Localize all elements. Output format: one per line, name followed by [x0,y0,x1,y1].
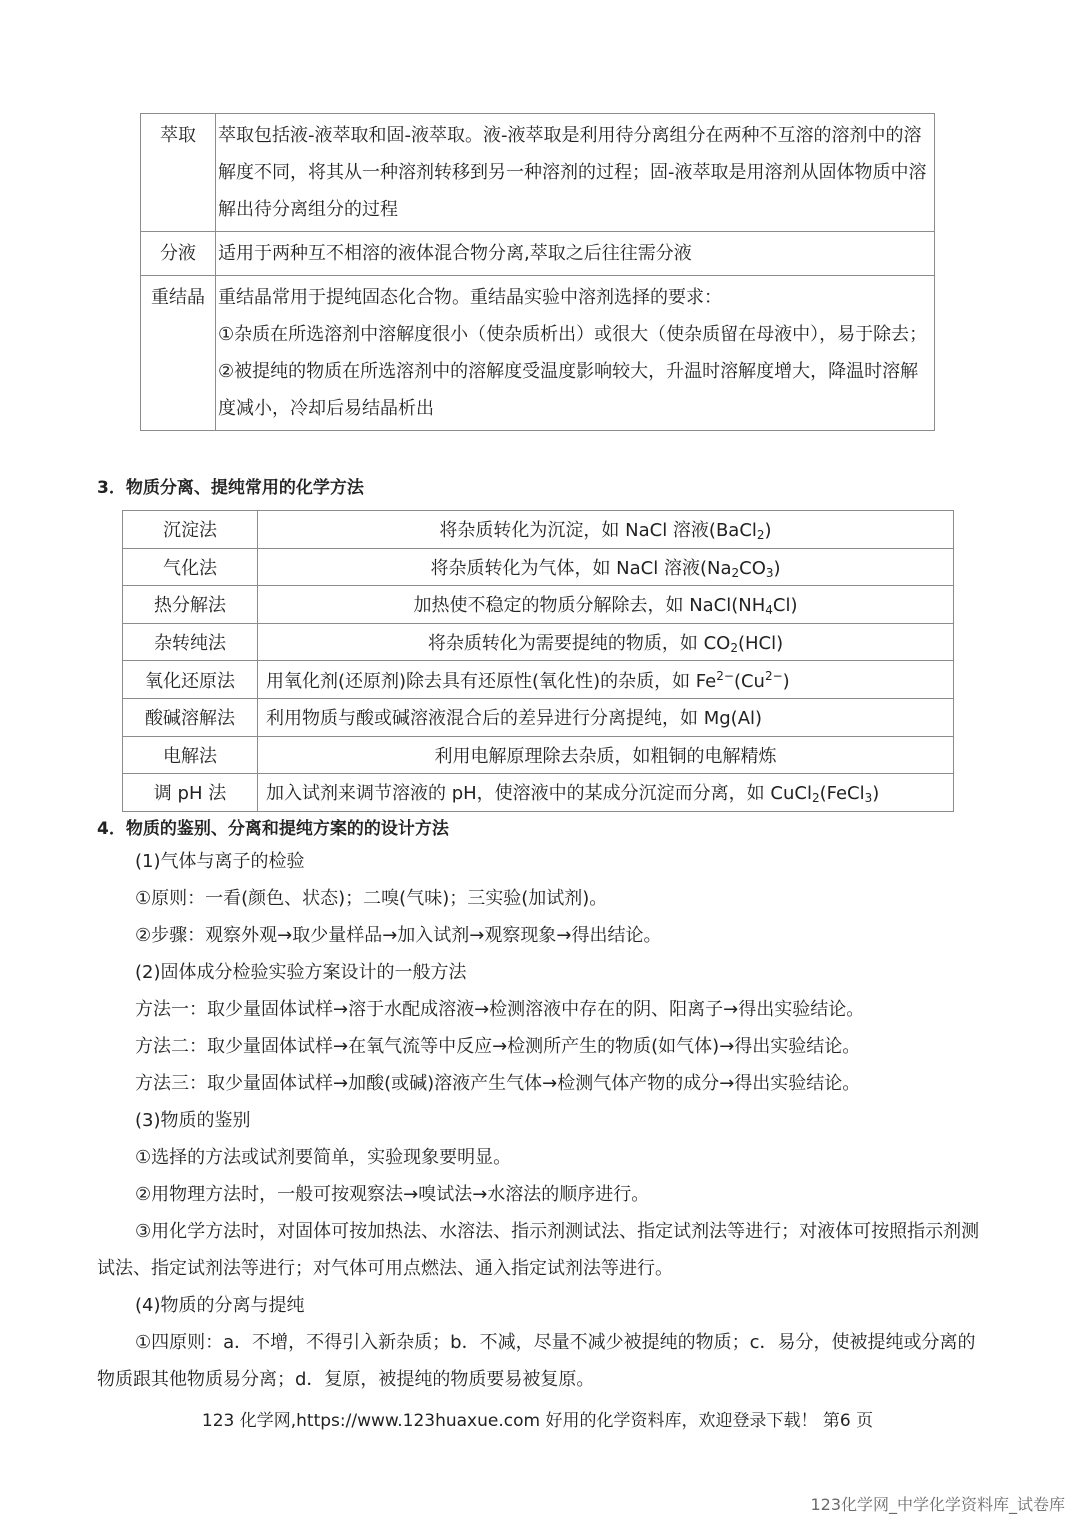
table-row [123,511,954,549]
body-text [97,843,982,1398]
method-name: 重结晶 [141,276,216,431]
table-row [123,698,954,736]
method-desc: 将杂质转化为需要提纯的物质，如 $CO_2(HCl)$ [258,623,954,661]
method-name: 氧化还原法 [123,661,258,699]
method-name: 酸碱溶解法 [123,698,258,736]
method-name: 电解法 [123,736,258,774]
method-name: 分液 [141,232,216,276]
method-desc: 加入试剂来调节溶液的 pH，使溶液中的某成分沉淀而分离，如 CuCl$_2$(FeCl$_3$) [258,774,954,812]
table-row [141,232,935,276]
table-row [123,736,954,774]
method-desc: 用氧化剂(还原剂)除去具有还原性(氧化性)的杂质，如 $Fe^{2-}(Cu^{2-})$ [258,661,954,699]
method-desc: 重结晶常用于提纯固态化合物。重结晶实验中溶剂选择的要求： ①杂质在所选溶剂中溶解度很小（使杂质析出）或很大（使杂质留在母液中），易于除去； ②被提纯的物质在所选溶剂中的溶解度受温度影响较大，升温时溶解度增大，降温时溶解度减小，冷却后易结晶析出 [216,276,935,431]
paragraph: (3)物质的鉴别 [135,1110,251,1131]
method-name: 调 pH 法 [123,774,258,812]
paragraph: 方法二：取少量固体试样→在氧气流等中反应→检测所产生的物质(如气体)→得出实验结论。 [135,1036,861,1057]
paragraph: ③用化学方法时，对固体可按加热法、水溶法、指示剂测试法、指定试剂法等进行；对液体可按照指示剂测试法、指定试剂法等进行；对气体可用点燃法、通入指定试剂法等进行。 [97,1221,980,1279]
table-row [141,114,935,232]
method-desc: 适用于两种互不相溶的液体混合物分离,萃取之后往往需分液 [216,232,935,276]
method-desc: 将杂质转化为气体，如 NaCl 溶液$(Na_2CO_3)$ [258,548,954,586]
method-desc: 加热使不稳定的物质分解除去，如 $NaCl(NH_4Cl)$ [258,586,954,624]
method-desc: 将杂质转化为沉淀，如 NaCl 溶液(BaCl$_2$) [258,511,954,549]
method-name: 萃取 [141,114,216,232]
paragraph: ①选择的方法或试剂要简单，实验现象要明显。 [135,1147,512,1168]
table-row [123,661,954,699]
paragraph: ①原则：一看(颜色、状态)；二嗅(气味)；三实验(加试剂)。 [135,888,608,909]
paragraph: ②用物理方法时，一般可按观察法→嗅试法→水溶法的顺序进行。 [135,1184,650,1205]
table-row [123,774,954,812]
table-row [123,548,954,586]
watermark: 123化学网_中学化学资料库_试卷库 [810,1495,1065,1514]
chemical-methods-table [122,510,954,812]
method-desc: 萃取包括液-液萃取和固-液萃取。液-液萃取是利用待分离组分在两种不互溶的溶剂中的溶解度不同，将其从一种溶剂转移到另一种溶剂的过程；固-液萃取是用溶剂从固体物质中溶解出待分离组分的过程 [216,114,935,232]
table-row [123,586,954,624]
method-name: 沉淀法 [123,511,258,549]
method-name: 热分解法 [123,586,258,624]
method-name: 气化法 [123,548,258,586]
section-heading-4: 4．物质的鉴别、分离和提纯方案的的设计方法 [97,819,449,839]
separation-methods-table [140,113,935,431]
table-row [123,623,954,661]
method-desc: 利用电解原理除去杂质，如粗铜的电解精炼 [258,736,954,774]
paragraph: ①四原则：a．不增，不得引入新杂质；b．不减，尽量不减少被提纯的物质；c．易分，使被提纯或分离的物质跟其他物质易分离；d．复原，被提纯的物质要易被复原。 [97,1332,976,1390]
paragraph: ②步骤：观察外观→取少量样品→加入试剂→观察现象→得出结论。 [135,925,662,946]
page-footer: 123 化学网,https://www.123huaxue.com 好用的化学资料库，欢迎登录下载！ 第6 页 [201,1411,874,1431]
method-name: 杂转纯法 [123,623,258,661]
paragraph: 方法三：取少量固体试样→加酸(或碱)溶液产生气体→检测气体产物的成分→得出实验结论。 [135,1073,861,1094]
section-heading-3: 3．物质分离、提纯常用的化学方法 [97,478,364,498]
paragraph: (4)物质的分离与提纯 [135,1295,305,1316]
table-row [141,276,935,431]
paragraph: (1)气体与离子的检验 [135,851,305,872]
method-desc: 利用物质与酸或碱溶液混合后的差异进行分离提纯，如 Mg(Al) [258,698,954,736]
paragraph: 方法一：取少量固体试样→溶于水配成溶液→检测溶液中存在的阴、阳离子→得出实验结论。 [135,999,865,1020]
paragraph: (2)固体成分检验实验方案设计的一般方法 [135,962,467,983]
